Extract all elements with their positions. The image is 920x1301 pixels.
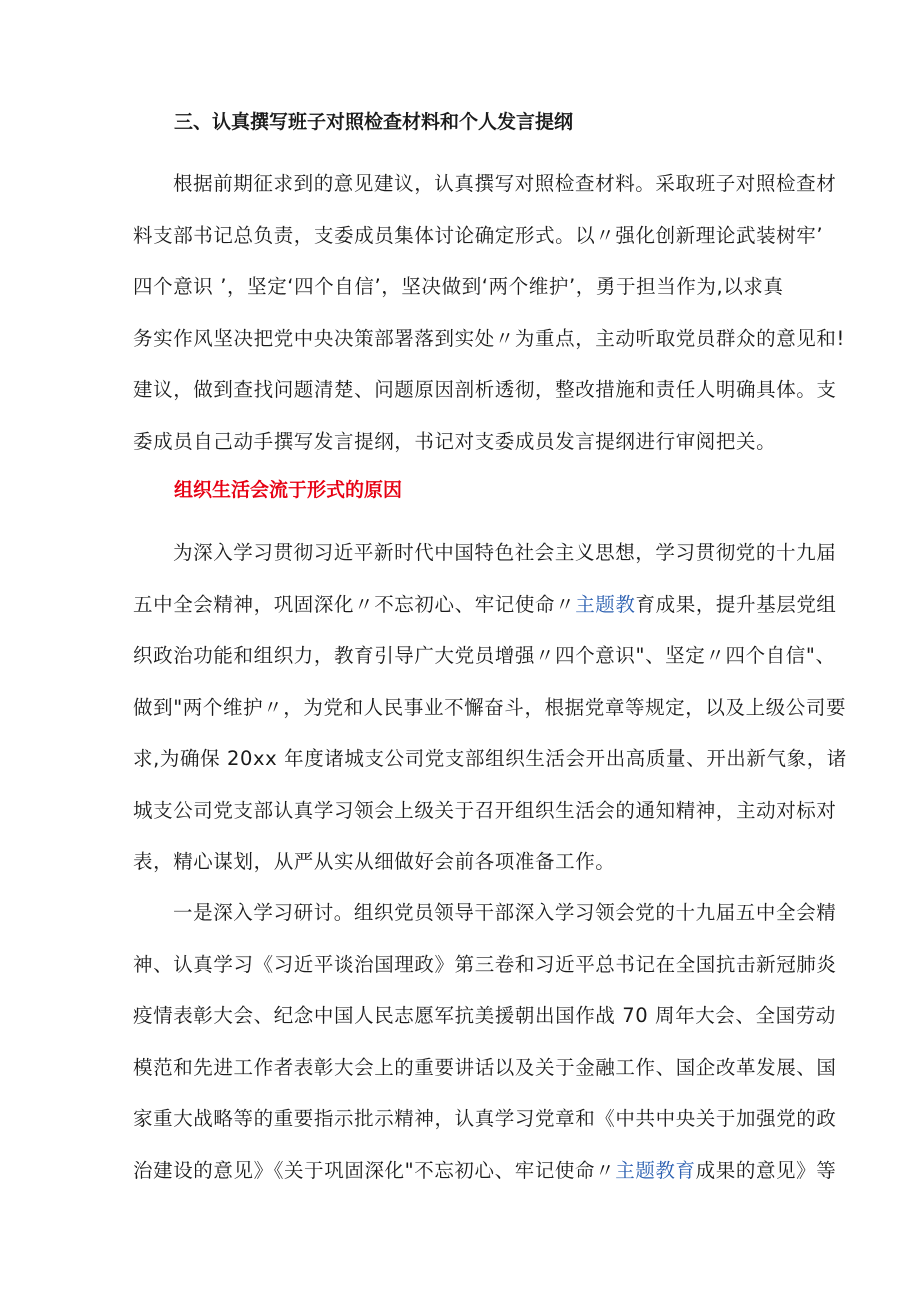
reasons-heading: 组织生活会流于形式的原因 — [174, 479, 403, 501]
paragraph-line: 建议，做到查找问题清楚、问题原因剖析透彻，整改措施和责任人明确具体。支 — [133, 378, 837, 401]
paragraph-line: 模范和先进工作者表彰大会上的重要讲话以及关于金融工作、国企改革发展、国 — [133, 1055, 837, 1079]
paragraph-line — [133, 579, 837, 631]
paragraph-line: 求,为确保 20xx 年度诸城支公司党支部组织生活会开出高质量、开出新气象，诸 — [133, 747, 847, 770]
paragraph-line: 务实作风坚决把党中央决策部署落到实处〃为重点，主动听取党员群众的意见和! — [133, 326, 845, 350]
line-text: 五中全会精神，巩固深化〃不忘初心、牢记使命〃 — [133, 592, 576, 616]
topic-education-link[interactable]: 主题教育 — [615, 1158, 696, 1182]
paragraph-line: 城支公司党支部认真学习领会上级关于召开组织生活会的通知精神，主动对标对 — [133, 798, 837, 822]
paragraph-line: 织政治功能和组织力，教育引导广大党员增强〃四个意识"、坚定〃四个自信"、 — [133, 644, 836, 667]
paragraph-line: 一是深入学习研讨。组织党员领导干部深入学习领会党的十九届五中全会精 — [173, 901, 837, 924]
paragraph-line: 疫情表彰大会、纪念中国人民志愿军抗美援朝出国作战 70 周年大会、全国劳动 — [133, 1004, 836, 1027]
paragraph-line: 神、认真学习《习近平谈治国理政》第三卷和习近平总书记在全国抗击新冠肺炎 — [133, 952, 837, 976]
topic-education-link[interactable]: 主题教 — [575, 592, 636, 616]
paragraph-line: 家重大战略等的重要指示批示精神，认真学习党章和《中共中央关于加强党的政 — [133, 1107, 837, 1130]
paragraph-line: 料支部书记总负责，支委成员集体讨论确定形式。以〃强化创新理论武装树牢’ — [133, 223, 824, 247]
body-paragraph — [133, 527, 847, 888]
body-paragraph — [133, 158, 845, 467]
paragraph-line: 根据前期征求到的意见建议，认真撰写对照检查材料。采取班子对照检查材 — [173, 172, 837, 195]
paragraph-line: 委成员自己动手撰写发言提纲，书记对支委成员发言提纲进行审阅把关。 — [133, 429, 777, 453]
section-heading: 三、认真撰写班子对照检查材料和个人发言提纲 — [174, 111, 574, 133]
line-text: 育成果，提升基层党组 — [635, 592, 837, 616]
paragraph-line — [133, 1145, 837, 1197]
paragraph-line: 表，精心谋划，从严从实从细做好会前各项准备工作。 — [133, 850, 616, 873]
paragraph-line: 四个意识 ’，坚定‘四个自信’，坚决做到‘两个维护’，勇于担当作为,以求真 — [133, 275, 784, 298]
line-text: 成果的意见》等 — [695, 1158, 837, 1182]
line-text: 治建设的意见》《关于巩固深化"不忘初心、牢记使命〃 — [133, 1158, 616, 1182]
paragraph-line: 做到"两个维护〃，为党和人民事业不懈奋斗，根据党章等规定，以及上级公司要 — [133, 695, 847, 719]
paragraph-line: 为深入学习贯彻习近平新时代中国特色社会主义思想，学习贯彻党的十九届 — [173, 541, 837, 564]
body-paragraph — [133, 887, 837, 1196]
